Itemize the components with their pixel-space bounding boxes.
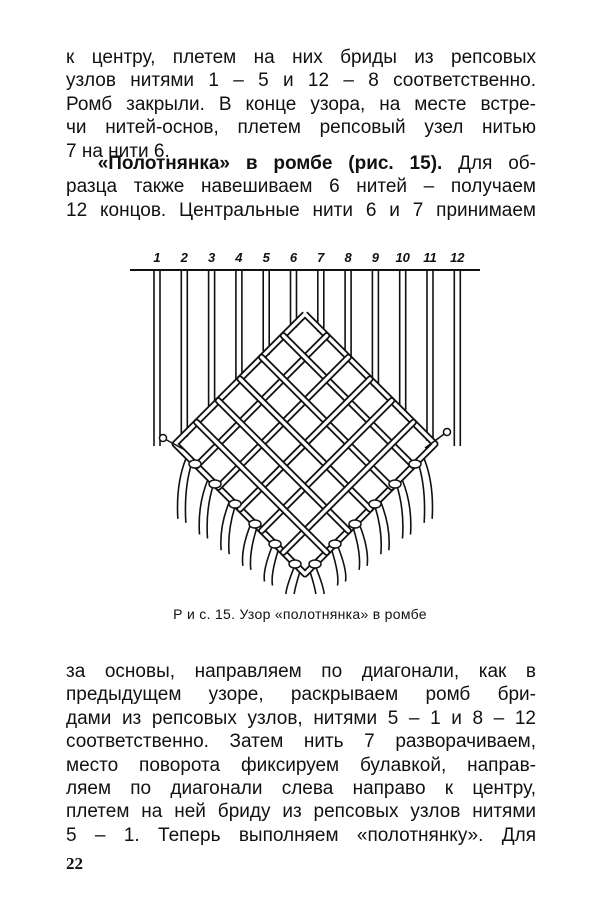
text-line: 5 – 1. Теперь выполняем «полотнянку». Для: [66, 824, 536, 846]
knot: [289, 560, 301, 568]
thread-number-label: 7: [317, 250, 325, 265]
heading-line: [66, 152, 536, 175]
knot: [249, 520, 261, 528]
fringe-end: [353, 524, 367, 570]
knot: [269, 540, 281, 548]
text-line: предыдущем узоре, раскрываем ромб бри-: [66, 684, 536, 706]
text-line: 12 концов. Центральные нити 6 и 7 принимаем: [66, 199, 536, 221]
text-line: Ромб закрыли. В конце узора, на месте встре-: [66, 93, 536, 115]
thread-number-label: 3: [207, 250, 216, 265]
knot: [349, 520, 361, 528]
knot: [309, 560, 321, 568]
thread-number-label: 5: [262, 250, 270, 265]
hanging-thread: [427, 270, 433, 441]
page-number: 22: [66, 854, 83, 873]
thread-number-label: 6: [289, 250, 298, 265]
knot: [189, 460, 201, 468]
thread-number-label: 11: [423, 250, 437, 265]
knot: [389, 480, 401, 488]
fringe-end: [264, 546, 278, 586]
text-line: разца также навешиваем 6 нитей – получаем: [66, 176, 536, 198]
hanging-thread: [372, 270, 378, 386]
top-paragraph: [66, 46, 536, 163]
knot: [369, 500, 381, 508]
fringe-end: [221, 502, 235, 554]
section-paragraph: [66, 152, 536, 222]
text-line: к центру, плетем на них бриды из репсовых: [66, 47, 536, 68]
fringe-end: [418, 459, 432, 523]
knot: [209, 480, 221, 488]
hanging-thread: [236, 270, 242, 382]
thread-numbers: [153, 250, 465, 265]
bottom-paragraph: [66, 660, 536, 847]
fringe-end: [397, 481, 411, 539]
text-line: дами из репсовых узлов, нитями 5 – 1 и 8 – 12: [66, 707, 536, 729]
fringe-end: [178, 459, 192, 523]
thread-number-label: 9: [371, 250, 380, 265]
fringe-end: [375, 502, 389, 554]
heading-line-rest: Для об-: [442, 153, 536, 174]
knot: [409, 460, 421, 468]
text-line: 7 на нити 6.: [66, 140, 170, 162]
hanging-thread: [400, 270, 406, 414]
hanging-thread: [263, 270, 269, 355]
hanging-thread: [318, 270, 324, 332]
thread-number-label: 2: [180, 250, 188, 265]
text-line: соответственно. Затем нить 7 разворачиваем,: [66, 731, 536, 753]
fringe-end: [243, 524, 257, 570]
fringe-end: [199, 481, 213, 539]
text-line: место поворота фиксируем булавкой, направ-: [66, 754, 536, 776]
section-heading: «Полотнянка» в ромбе (рис. 15).: [97, 153, 443, 174]
hanging-thread: [181, 270, 187, 437]
knot: [329, 540, 341, 548]
hanging-thread: [154, 270, 160, 446]
text-line: плетем на ней бриду из репсовых узлов нитями: [66, 801, 536, 823]
thread-number-label: 8: [344, 250, 352, 265]
fringe-end: [332, 546, 346, 586]
macrame-diagram: [100, 242, 510, 594]
thread-number-label: 12: [450, 250, 465, 265]
thread-number-label: 1: [153, 250, 161, 265]
hanging-thread: [454, 270, 460, 446]
thread-number-label: 10: [395, 250, 410, 265]
hanging-thread: [345, 270, 351, 359]
knot: [229, 500, 241, 508]
knots: [189, 460, 421, 568]
hanging-thread: [209, 270, 215, 409]
text-line: за основы, направляем по диагонали, как в: [66, 661, 536, 682]
thread-number-label: 4: [235, 250, 243, 265]
text-line: узлов нитями 1 – 5 и 12 – 8 соответственно.: [66, 70, 536, 92]
text-line: чи нитей-основ, плетем репсовый узел нитью: [66, 117, 536, 139]
text-line: ляем по диагонали слева направо к центру,: [66, 778, 536, 800]
figure-caption: Р и с. 15. Узор «полотнянка» в ромбе: [173, 606, 427, 622]
